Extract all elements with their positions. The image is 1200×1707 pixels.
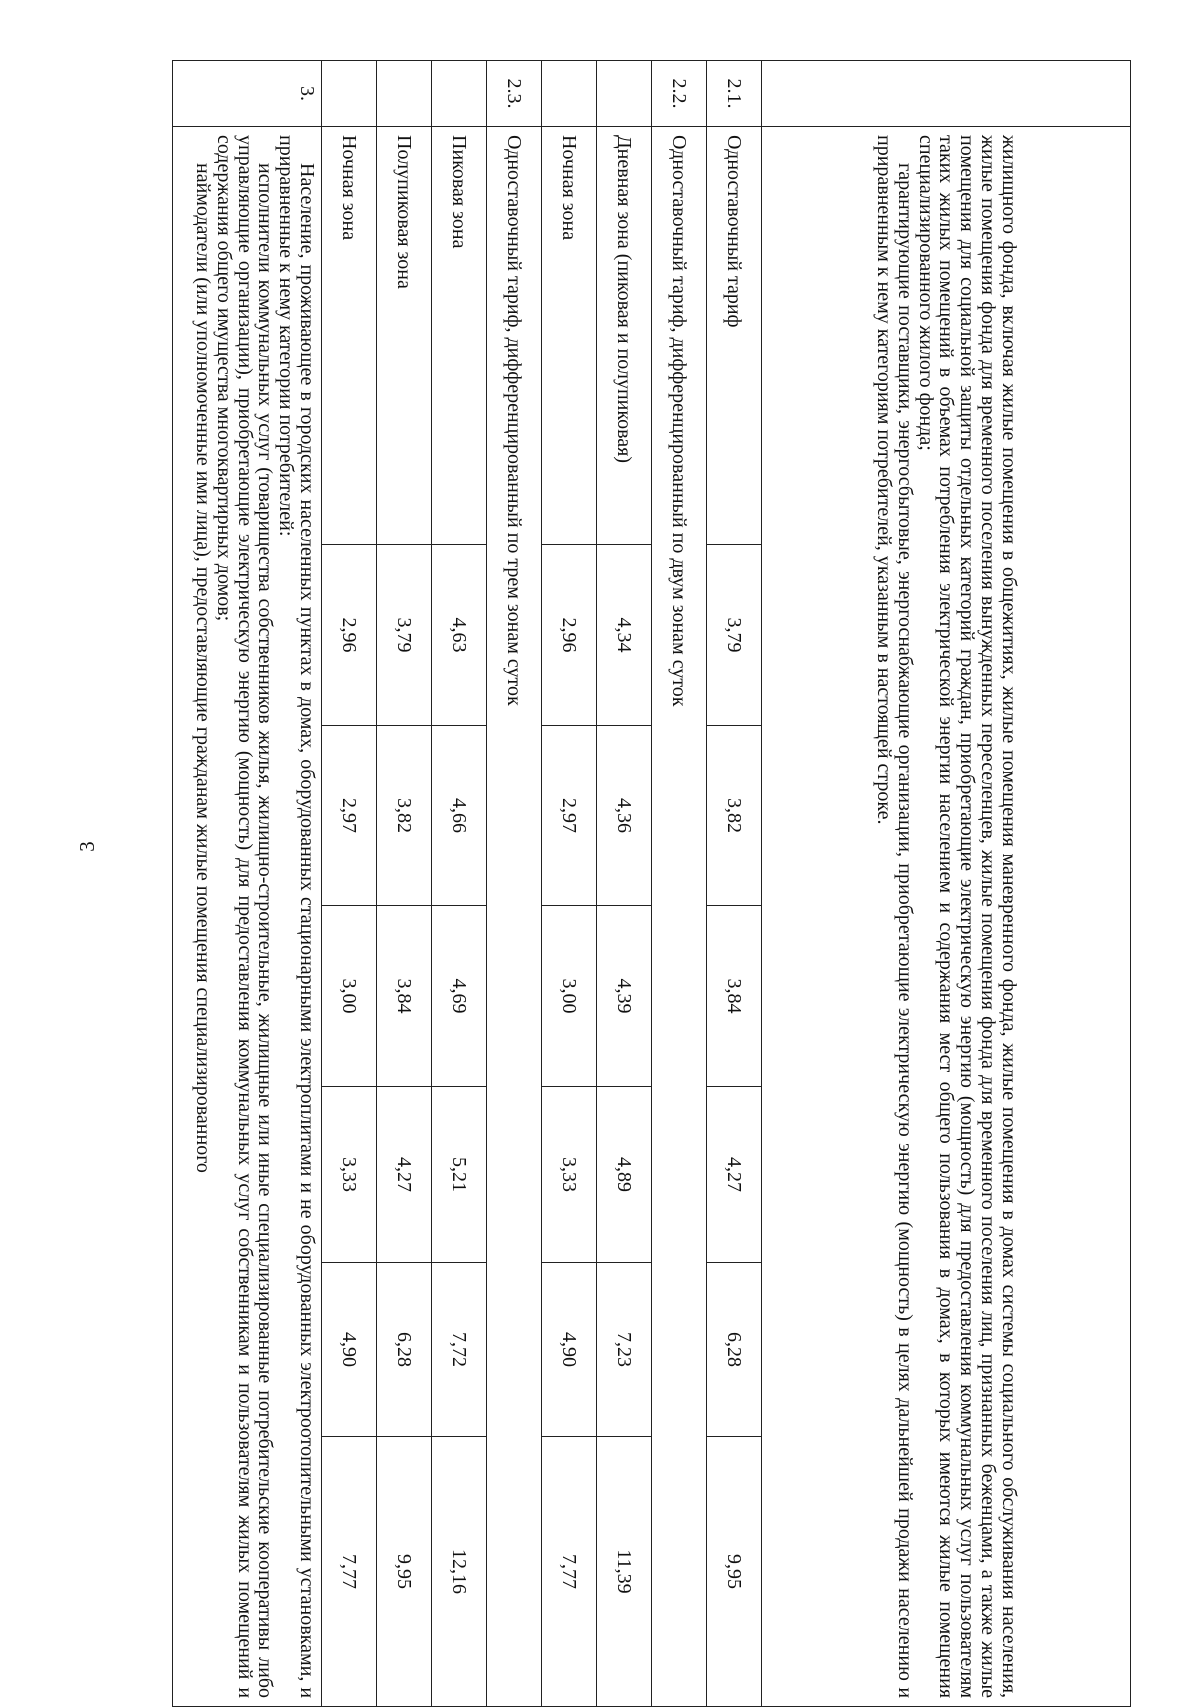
value-cell: 4,90	[322, 1263, 377, 1437]
value-cell: 3,84	[377, 906, 432, 1087]
value-cell: 3,82	[377, 726, 432, 906]
value-cell: 2,97	[542, 726, 597, 906]
row-code	[597, 61, 652, 127]
row-code	[542, 61, 597, 127]
value-cell: 4,39	[597, 906, 652, 1087]
value-cell: 12,16	[432, 1437, 487, 1707]
value-cell: 9,95	[707, 1437, 762, 1707]
value-cell: 2,96	[542, 545, 597, 726]
value-cell: 11,39	[597, 1437, 652, 1707]
value-cell: 3,79	[707, 545, 762, 726]
table-row	[542, 61, 597, 1707]
paragraph: Население, проживающее в городских населенных пунктах в домах, оборудованных стационарными электроплитами и не оборудованных электроотопительными установками, и приравненные к нему категории потребителей:	[275, 135, 318, 1699]
section-heading: Одноставочный тариф, дифференцированный по двум зонам суток	[652, 127, 707, 1707]
value-cell: 2,96	[322, 545, 377, 726]
row-code-empty	[762, 61, 1131, 127]
value-cell: 4,27	[377, 1087, 432, 1263]
value-cell: 2,97	[322, 726, 377, 906]
row-label: Дневная зона (пиковая и полупиковая)	[597, 127, 652, 545]
value-cell: 4,66	[432, 726, 487, 906]
row-code: 2.3.	[487, 61, 542, 127]
value-cell: 3,00	[322, 906, 377, 1087]
table-row	[377, 61, 432, 1707]
value-cell: 3,82	[707, 726, 762, 906]
table-row	[173, 61, 322, 1707]
row-code	[432, 61, 487, 127]
row-label: Одноставочный тариф	[707, 127, 762, 545]
table-row	[487, 61, 542, 1707]
value-cell: 3,84	[707, 906, 762, 1087]
value-cell: 3,79	[377, 545, 432, 726]
page-number: 3	[74, 841, 99, 852]
table-row	[432, 61, 487, 1707]
value-cell: 4,63	[432, 545, 487, 726]
row-code: 2.2.	[652, 61, 707, 127]
row-label: Пиковая зона	[432, 127, 487, 545]
value-cell: 4,90	[542, 1263, 597, 1437]
value-cell: 4,27	[707, 1087, 762, 1263]
table-row	[707, 61, 762, 1707]
value-cell: 7,77	[542, 1437, 597, 1707]
row-code	[377, 61, 432, 127]
tariff-table	[172, 60, 1131, 1707]
row-code: 3.	[173, 61, 322, 127]
value-cell: 5,21	[432, 1087, 487, 1263]
paragraph: наймодатели (или уполномоченные ими лица), предоставляющие гражданам жилые помещения специализированного	[192, 163, 215, 1173]
value-cell: 7,77	[322, 1437, 377, 1707]
value-cell: 4,34	[597, 545, 652, 726]
row-label: Полупиковая зона	[377, 127, 432, 545]
value-cell: 6,28	[377, 1263, 432, 1437]
row-label: Ночная зона	[542, 127, 597, 545]
category-text-cell	[173, 127, 322, 1707]
value-cell: 3,00	[542, 906, 597, 1087]
table-row	[762, 61, 1131, 1707]
value-cell: 4,69	[432, 906, 487, 1087]
row-label: Ночная зона	[322, 127, 377, 545]
rotated-table-page	[85, 60, 1131, 1706]
table-row	[597, 61, 652, 1707]
paragraph: гарантирующие поставщики, энергосбытовые, энергоснабжающие организации, приобретающие электрическую энергию (мощность) в целях дальнейшей продажи населению и приравненным к нему категориям потребителей, указанным в настоящей строке.	[873, 135, 916, 1699]
value-cell: 4,36	[597, 726, 652, 906]
row-code: 2.1.	[707, 61, 762, 127]
section-heading: Одноставочный тариф, дифференцированный по трем зонам суток	[487, 127, 542, 1707]
row-code	[322, 61, 377, 127]
paragraph: жилищного фонда, включая жилые помещения в общежитиях, жилые помещения маневренного фонда, жилые помещения в домах системы социального обслуживания населения, жилые помещения фонда для временного поселения вынужденных переселенцев, жилые помещения фонда для временного поселения лиц, признанных беженцами, а также жилые помещения для социальной защиты отдельных категорий граждан, приобретающие электрическую энергию (мощность) для предоставления коммунальных услуг пользователям таких жилых помещений в объемах потребления электрической энергии населением и содержания мест общего пользования в домах, в которых имеются жилые помещения специализированного жилого фонда;	[914, 135, 1020, 1699]
value-cell: 3,33	[322, 1087, 377, 1263]
table-row	[652, 61, 707, 1707]
value-cell: 7,23	[597, 1263, 652, 1437]
table-row	[322, 61, 377, 1707]
value-cell: 4,89	[597, 1087, 652, 1263]
value-cell: 6,28	[707, 1263, 762, 1437]
value-cell: 9,95	[377, 1437, 432, 1707]
continuation-text-cell	[762, 127, 1131, 1707]
value-cell: 3,33	[542, 1087, 597, 1263]
value-cell: 7,72	[432, 1263, 487, 1437]
paragraph: исполнители коммунальных услуг (товарищества собственников жилья, жилищно-строительные, жилищные или иные специализированные потребительские кооперативы либо управляющие организации), приобретающие электрическую энергию (мощность) для предоставления коммунальных услуг собственникам и пользователям жилых помещений и содержания общего имущества многоквартирных домов;	[212, 135, 277, 1699]
